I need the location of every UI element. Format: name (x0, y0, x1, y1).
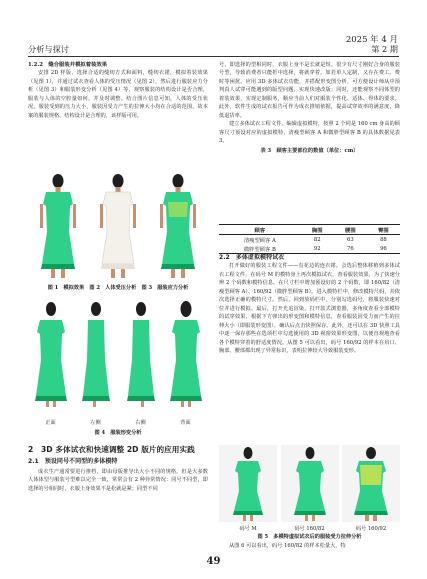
table-row (219, 235, 400, 245)
back-view-dress-icon (165, 300, 207, 408)
dress-size-m-icon (219, 445, 277, 522)
figure-5-row (219, 445, 400, 522)
size-label-160-92: 码号 160/92 (355, 526, 387, 532)
figure-caption-4: 图 4 服装形变分析 (94, 430, 142, 436)
table-cell: 92 (313, 245, 321, 252)
view-label-front: 正面 (45, 420, 56, 426)
left-paragraph-1: 安排 2D 样版，选择合适的缝纫方式和面料，缝纫衣裙，模拟着装效果（见图 1），并通过试衣查看人体的受压情况（见图 2），然后进行服装应力分析（见图 3）和服装形变分析（见图 4）等，观察服装的结构设计是否合理，服装与人体的空腔量如何，并及时调整。结合图片信息可知，人体的受压状况，服装受到的压力大小，服装因受力产生的拉伸大小均在合适的范围，故本案的服装规格、结构设计是合理的，该样版可用。 (28, 70, 208, 119)
header-date: 2025 年 4 月 (345, 35, 398, 45)
dress-size-160-92-icon (342, 445, 400, 522)
figure-5-size-labels (219, 525, 400, 532)
page-number: 49 (206, 556, 221, 567)
figure-1-simulation (30, 172, 86, 280)
left-paragraph-2: 成衣生产通常要进行推档，即由母版推导出大小不同的规格。但是大多数人体体型与服装号型难以完全一致，常常会有 2 种异常情况：同号不同型，即选择的号相同时，衣服上身效果不是松就是紧；同型不同 (28, 468, 208, 492)
table-cell: 微胖型顾客 B (243, 246, 276, 253)
header-rule (28, 56, 399, 57)
table-header-cell: 腰围 (345, 227, 356, 234)
header-section: 分析与探讨 (28, 44, 69, 54)
table-cell: 清瘦型顾客 A (243, 237, 276, 244)
table-3 (219, 224, 400, 254)
size-label-m: 码号 M (239, 526, 257, 532)
right-view-dress-icon (120, 300, 162, 408)
figure-caption-1-3: 图 1 模拟效果 图 2 人体受压分析 图 3 服装应力分析 (47, 285, 189, 291)
white-dress-figure-icon (90, 172, 146, 280)
right-column-bottom (219, 542, 400, 550)
right-paragraph-3: 打开做好的服装工程文件——有花边的连衣裙。会选后整体移植到多体试衣工程文件，在码号 M 的模特身上再次模拟试衣，查看服装效果，为了快速分辨 2 个码数和模特信息，在尺寸栏中增加预设好的 2 个码数，即 160/82（清瘦型顾客 A）、160/92（微胖型顾客 B）。进入模特栏中，修改模特尺码，并依次选择正确的模特尺寸。然后，回到放码栏中，分别勾选码号，将服装快速对位并进行模拟。最后，打开光追渲染，打开款式浏览器，多角度查看全部模特的试穿效果，根据下方弹出的形变图和模特信息，查看服装因受力而产生的拉伸大小（即服装形变图），确认后点击快照保存。此外，还可以在 3D 快照工具中逐一保存那些在选项栏中勾选使用的 3D 视窗效果形变图，以便直观地查看各个模特穿着的舒适度情况。从图 5 可以看出，码号 160/92 的样本在肩口、胸部、腰部都出现了异常标识，表明拉伸较大导致服装变形。 (219, 263, 400, 354)
figure-row-1-3 (28, 172, 208, 280)
dress-figure-icon (30, 172, 86, 280)
section-2-title: 2 3D 多体试衣和快速调整 2D 版片的应用实践 (28, 445, 195, 454)
header-issue: 第 2 期 (371, 44, 398, 54)
right-column-top (219, 61, 400, 155)
table-cell: 88 (380, 236, 387, 243)
figure-4-view-labels (28, 419, 208, 426)
figure-3-stress-analysis (150, 172, 206, 280)
table-header-cell: 顾客 (254, 227, 266, 234)
left-view-dress-icon (75, 300, 117, 408)
table-3-title: 表 3 顾客主要部位的数值（单位：cm） (260, 147, 359, 154)
figure-caption-5: 图 5 多模特虚拟试衣后的服装受力拉伸分析 (257, 534, 362, 540)
view-label-right: 右侧 (135, 420, 146, 426)
size-label-160-82: 码号 160/82 (294, 526, 325, 532)
stress-dress-figure-icon (150, 172, 206, 280)
right-paragraph-4: 从图 6 可以看出，码号 160/82 的样本松量大，特 (229, 543, 346, 549)
view-label-back: 背面 (180, 420, 191, 426)
dress-size-160-82-icon (281, 445, 339, 522)
figure-4-row (28, 300, 208, 408)
table-header-row (219, 225, 400, 235)
table-cell: 82 (313, 236, 321, 243)
view-label-left: 左侧 (90, 420, 101, 426)
right-column-middle (219, 254, 400, 355)
subhead-1-2-2: 1.2.2 缝合服装并模拟着装效果 (28, 62, 108, 68)
subsection-2-1-title: 2.1 预设同号不同型的多体模特 (28, 458, 118, 466)
figure-2-body-pressure (90, 172, 146, 280)
table-cell: 76 (346, 245, 354, 252)
table-row (219, 244, 400, 254)
left-column-top (28, 61, 208, 120)
front-view-dress-icon (30, 300, 72, 408)
right-paragraph-1: 号，即选择的型相同时，衣服上身不是长就是短。很少有尺寸刚好合身的服装号型，导致消费者只能折中选择，将就穿着。如若单人定制，又存在费工、费时等困扰。应用 3D 多体试衣功能，并搭配形变图分析，可方便设计师从中预判真人试穿可能遇到的版型问题，实现快速改版；同时，还能观察不同体型的着装效果，实现定制服务，顺应当前人们对服装个性化、适体、得体的要求。此外，软件生成的试衣报告可作为成衣推销依据，提高试穿效率的满意度，降低退货率。 (219, 62, 400, 119)
table-cell: 63 (346, 236, 354, 243)
left-column-bottom (28, 446, 208, 493)
right-paragraph-2: 建立多体试衣工程文件，编辑虚拟模特，按照 2 个同是 160 cm 身高的顾客尺寸预设对应的虚拟模特，清瘦型顾客 A 和微胖型顾客 B 的具体数据见表 3。 (219, 121, 400, 145)
subsection-2-2-title: 2.2 多体虚拟模特试衣 (219, 254, 285, 261)
table-header-cell: 臀围 (378, 227, 389, 234)
table-header-cell: 胸围 (311, 227, 323, 234)
table-cell: 96 (380, 245, 387, 252)
